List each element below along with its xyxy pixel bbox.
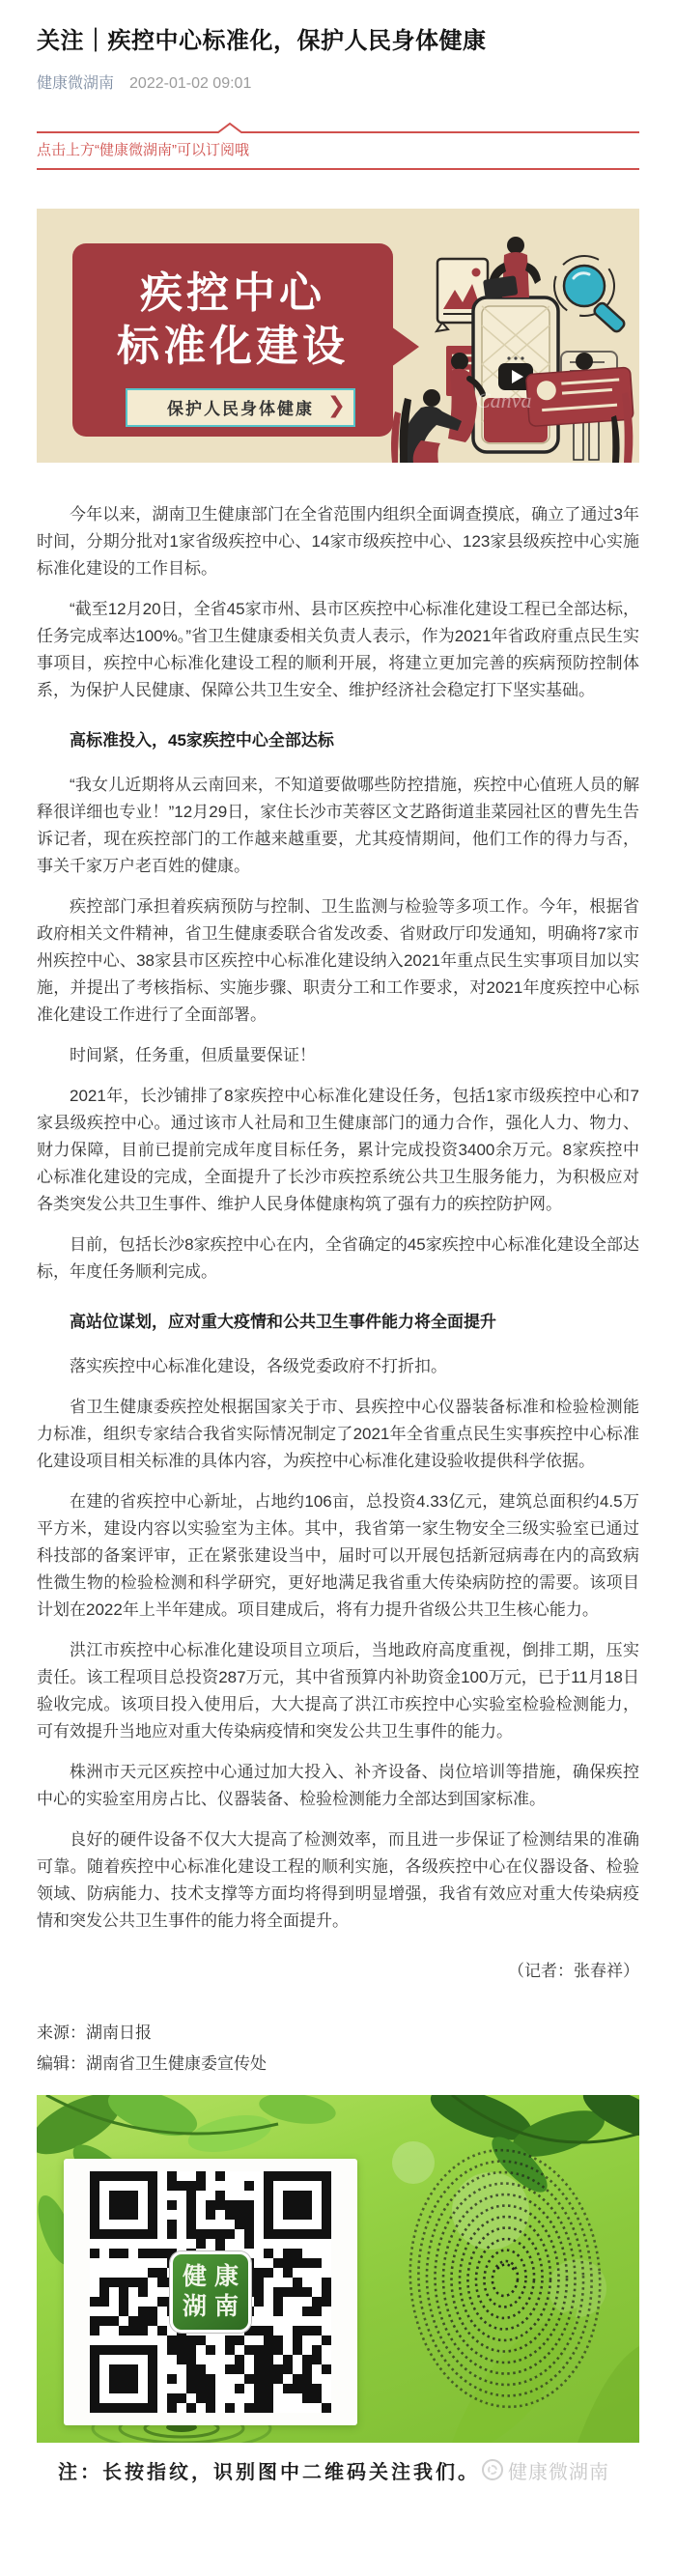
subscribe-text: 点击上方“健康微湖南”可以订阅哦 — [37, 133, 639, 170]
article-paragraph: 省卫生健康委疾控处根据国家关于市、县疾控中心仪器装备标准和检验检测能力标准，组织专家结合我省实际情况制定了2021年全省重点民生实事疾控中心标准化建设项目相关标准的具体内容，为疾控中心标准化建设验收提供科学依据。 — [37, 1397, 639, 1470]
article-paragraph: 在建的省疾控中心新址，占地约106亩，总投资4.33亿元，建筑总面积约4.5万平方米，建设内容以实验室为主体。其中，我省第一家生物安全三级实验室已通过科技部的备案评审，正在紧张建设当中，届时可以开展包括新冠病毒在内的高致病性微生物的检验检测和科学研究，更好地满足我省重大传染病防控的需要。该项目计划在2022年上半年建成。项目建成后，将有力提升省级公共卫生核心能力。 — [37, 1491, 639, 1619]
byline — [37, 71, 639, 93]
image-caption-band — [37, 2443, 639, 2490]
subscribe-hint — [37, 122, 639, 170]
banner-title-line2: 标准化建设 — [117, 323, 349, 371]
watermark-text: 健康微湖南 — [508, 2461, 609, 2483]
article-paragraph: 疾控部门承担着疾病预防与控制、卫生监测与检验等多项工作。今年，根据省政府相关文件精神，省卫生健康委联合省发改委、省财政厅印发通知，明确将7家市州疾控中心、38家县市区疾控中心标准化建设纳入2021年重点民生实事项目加以实施，并提出了考核指标、实施步骤、职责分工和工作要求，对2021年度疾控中心标准化建设工作进行了全面部署。 — [37, 896, 639, 1024]
article-paragraph: 今年以来，湖南卫生健康部门在全省范围内组织全面调查摸底，确立了通过3年时间，分期分批对1家省级疾控中心、14家市级疾控中心、123家县级疾控中心实施标准化建设的工作目标。 — [37, 504, 639, 578]
article-paragraph: “我女儿近期将从云南回来，不知道要做哪些防控措施，疾控中心值班人员的解释很详细也专业！”12月29日，家住长沙市芙蓉区文艺路街道韭菜园社区的曹先生告诉记者，现在疾控部门的工作越来越重要，尤其疫情期间，他们工作的得力与否，事关千家万户老百姓的健康。 — [37, 775, 639, 875]
image-caption: 注：长按指纹，识别图中二维码关注我们。 — [58, 2461, 480, 2483]
article-paragraph: 落实疾控中心标准化建设，各级党委政府不打折扣。 — [70, 1356, 447, 1375]
ribbon-arrow-icon: ❯ — [326, 391, 346, 417]
article-paragraph: “截至12月20日，全省45家市州、县市区疾控中心标准化建设工程已全部达标，任务完成率达100%。”省卫生健康委相关负责人表示，作为2021年省政府重点民生实事项目，疾控中心标准化建设工程的顺利开展，将建立更加完善的疾病预防控制体系，为保护人民健康、保障公共卫生安全、维护经济社会稳定打下坚实基础。 — [37, 599, 639, 699]
watermark-logo-icon — [482, 2459, 503, 2480]
canva-watermark: Canva — [476, 387, 532, 412]
banner-ribbon-label: 保护人民身体健康 — [167, 400, 314, 419]
id-card-illustration — [526, 367, 634, 426]
fingerprint-graphic — [405, 2134, 612, 2423]
article-paragraph: 良好的硬件设备不仅大大提高了检测效率，而且进一步保证了检测结果的准确可靠。随着疾控中心标准化建设工程的顺利实施，各级疾控中心在仪器设备、检验领域、防病能力、技术支撑等方面均将得到明显增强，我省有效应对重大传染病疫情和突发公共卫生事件的能力将全面提升。 — [37, 1829, 639, 1930]
editor-line: 编辑：湖南省卫生健康委宣传处 — [37, 2053, 267, 2073]
banner-ribbon — [126, 388, 355, 427]
article-paragraph: 株洲市天元区疾控中心通过加大投入、补齐设备、岗位培训等措施，确保疾控中心的实验室用房占比、仪器装备、检验检测能力全部达到国家标准。 — [37, 1762, 639, 1808]
source-line: 来源：湖南日报 — [37, 2023, 152, 2042]
qr-panel — [64, 2159, 357, 2425]
reporter-credit: （记者：张春祥） — [508, 1961, 639, 1980]
section-heading: 高站位谋划，应对重大疫情和公共卫生事件能力将全面提升 — [70, 1312, 496, 1331]
article-paragraph: 2021年，长沙铺排了8家疾控中心标准化建设任务，包括1家市级疾控中心和7家县级疾控中心。通过该市人社局和卫生健康部门的通力合作，强化人力、物力、财力保障，目前已提前完成年度目标任务，累计完成投资3400余万元。8家疾控中心标准化建设的完成，全面提升了长沙市疾控系统公共卫生服务能力，为积极应对各类突发公共卫生事件、维护人民身体健康构筑了强有力的疾控防护网。 — [37, 1086, 639, 1213]
article-paragraph: 洪江市疾控中心标准化建设项目立项后，当地政府高度重视，倒排工期，压实责任。该工程项目总投资287万元，其中省预算内补助资金100万元，已于11月18日验收完成。该项目投入使用后，大大提高了洪江市疾控中心实验室检验检测能力，可有效提升当地应对重大传染病疫情和突发公共卫生事件的能力。 — [37, 1640, 639, 1741]
qr-center-logo: 健 康 湖 南 — [170, 2251, 251, 2333]
banner-title-line1: 疾控中心 — [140, 269, 325, 317]
caret-line-icon — [37, 122, 639, 133]
section-heading: 高标准投入，45家疾控中心全部达标 — [70, 730, 334, 750]
qr-footer-image[interactable] — [37, 2095, 639, 2443]
article-body — [37, 501, 639, 1985]
page-title: 关注｜疾控中心标准化，保护人民身体健康 — [37, 28, 487, 54]
account-watermark — [482, 2456, 609, 2484]
article-paragraph: 目前，包括长沙8家疾控中心在内，全省确定的45家疾控中心标准化建设全部达标，年度任务顺利完成。 — [37, 1234, 639, 1281]
account-name-link[interactable]: 健康微湖南 — [37, 74, 115, 92]
banner-image[interactable] — [37, 209, 639, 463]
publish-date: 2022-01-02 09:01 — [129, 74, 252, 92]
article-paragraph: 时间紧，任务重，但质量要保证！ — [70, 1045, 316, 1064]
